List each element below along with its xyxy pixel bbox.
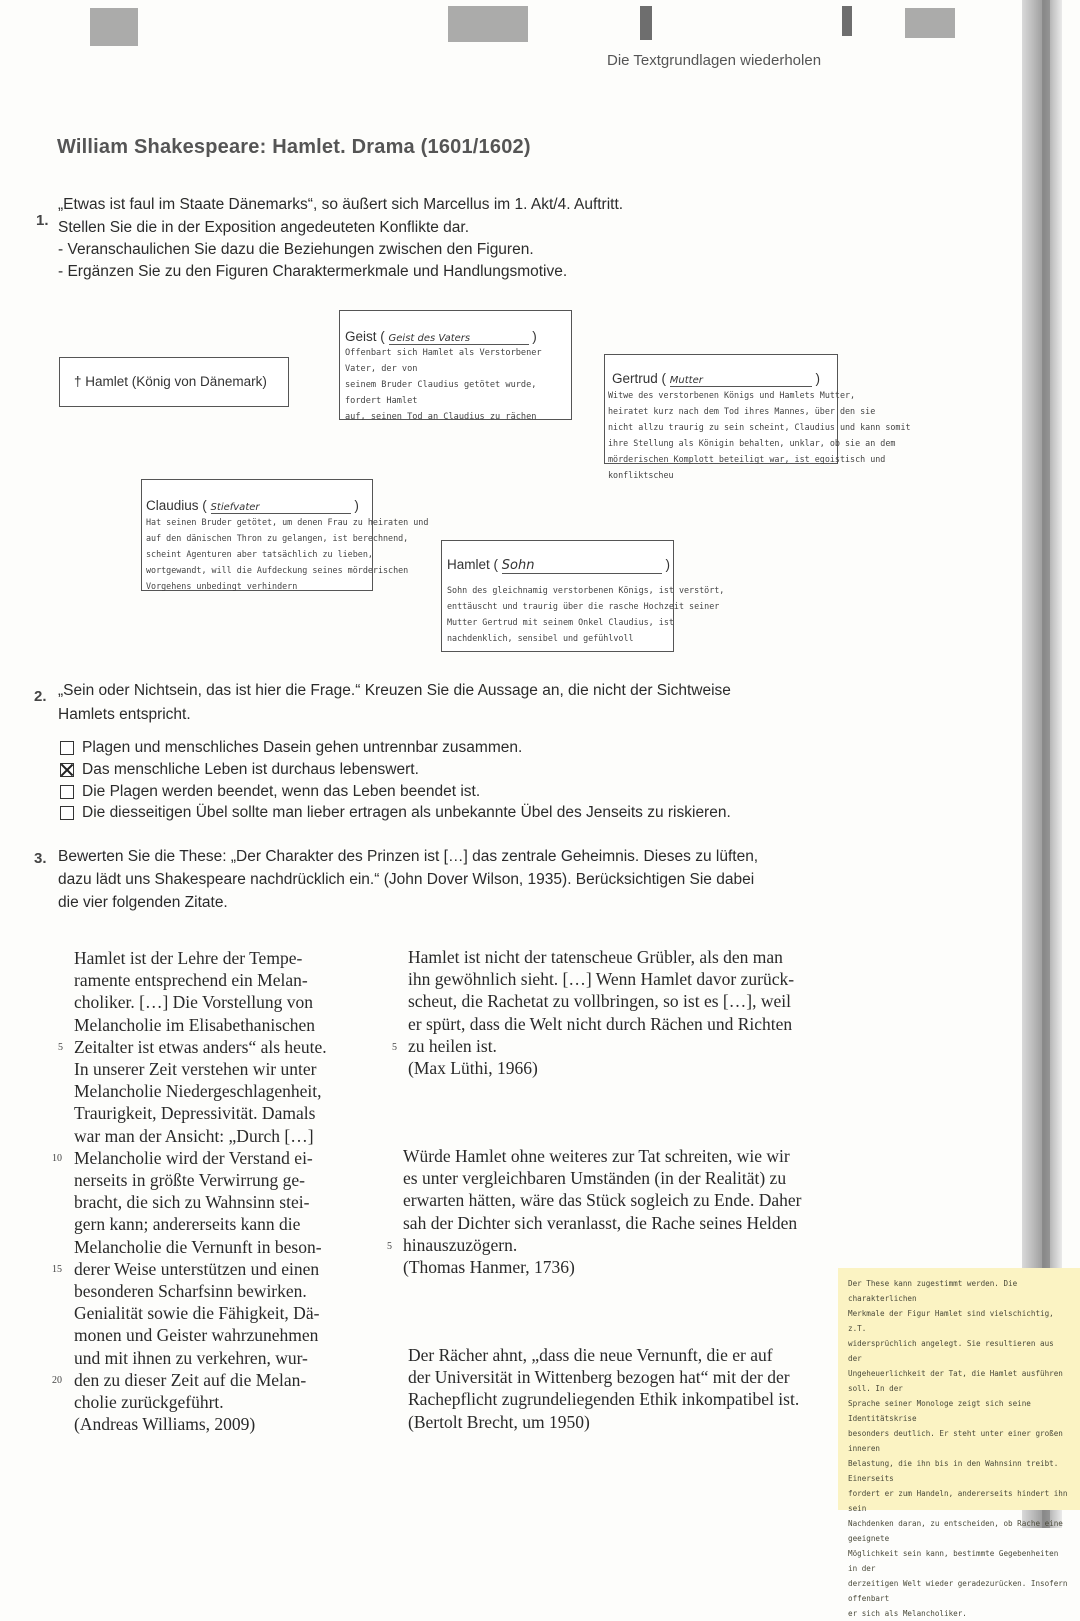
quote-line: derer Weise unterstützen und einen — [74, 1258, 320, 1279]
description-line: Hat seinen Bruder getötet, um denen Frau zu heiraten und — [146, 517, 429, 527]
quote-line: Melancholie im Elisabethanischen — [74, 1014, 316, 1035]
note-text — [848, 1276, 1072, 1621]
description-line: Witwe des verstorbenen Königs und Hamlets Mutter, — [608, 390, 856, 400]
quote-line: Melancholie die Vernunft in beson- — [74, 1236, 322, 1257]
description-line: ihre Stellung als Königin behalten, unklar, ob sie an dem — [608, 438, 896, 448]
figure-description — [608, 387, 911, 483]
quote-line: Melancholie wird der Verstand ei- — [74, 1147, 313, 1168]
line-number: 10 — [52, 1153, 62, 1164]
description-line: heiratet kurz nach dem Tod ihres Mannes, über den sie — [608, 406, 876, 416]
task-text: - Veranschaulichen Sie dazu die Beziehungen zwischen den Figuren. — [58, 241, 534, 258]
description-line: seinem Bruder Claudius getötet wurde, fordert Hamlet — [345, 380, 537, 406]
note-line: widersprüchlich angelegt. Sie resultieren aus der — [848, 1339, 1054, 1363]
description-line: enttäuscht und traurig über die rasche Hochzeit seiner — [447, 601, 720, 611]
bracket: ) — [815, 371, 821, 386]
quote-source: (Bertolt Brecht, um 1950) — [408, 1411, 590, 1432]
quote-line: es unter vergleichbaren Umständen (in der Realität) zu — [403, 1168, 787, 1189]
figure-description — [447, 582, 725, 646]
quote-line: ihn gewöhnlich sieht. […] Wenn Hamlet davor zurück- — [408, 969, 795, 990]
task-text: Bewerten Sie die These: „Der Charakter des Prinzen ist […] das zentrale Geheimnis. Dieses zu lüften, — [58, 848, 759, 865]
figure-box-gertrud — [604, 354, 911, 480]
checkbox[interactable] — [60, 785, 74, 799]
quote-line: zu heilen ist. — [408, 1035, 497, 1056]
task-text: „Sein oder Nichtsein, das ist hier die Frage.“ Kreuzen Sie die Aussage an, die nicht der Sichtweise — [58, 682, 731, 699]
note-line: derzeitigen Welt wieder geradezurücken. Insofern offenbart — [848, 1579, 1068, 1603]
figure-name: Gertrud ( — [612, 371, 667, 386]
figure-box-claudius — [141, 479, 429, 591]
note-line: besonders deutlich. Er steht unter einer großen inneren — [848, 1429, 1063, 1453]
description-line: wortgewandt, will die Aufdeckung seines mörderischen — [146, 565, 409, 575]
quote-line: Würde Hamlet ohne weiteres zur Tat schreiten, wie wir — [403, 1146, 790, 1166]
quote-source: (Thomas Hanmer, 1736) — [403, 1257, 575, 1278]
quote-line: der Universität in Wittenberg bezogen hat“ mit der der — [408, 1367, 790, 1388]
quote-line: ramente entsprechend ein Melan- — [74, 970, 308, 991]
description-line: mörderischen Komplott beteiligt war, ist egoistisch und — [608, 454, 886, 464]
scan-artifact — [90, 8, 138, 46]
description-line: Mutter Gertrud mit seinem Onkel Claudius, ist — [447, 617, 674, 627]
chapter-heading: Die Textgrundlagen wiederholen — [607, 52, 822, 69]
page-title: William Shakespeare: Hamlet. Drama (1601/1602) — [57, 136, 531, 158]
bracket: ) — [354, 498, 359, 513]
task-text: dazu lädt uns Shakespeare nachdrücklich ein.“ (John Dover Wilson, 1935). Berücksichtigen Sie dabei — [58, 871, 755, 888]
scan-artifact — [448, 6, 528, 42]
quote-line: monen und Geister wahrzunehmen — [74, 1325, 319, 1346]
quote-luethi — [408, 946, 794, 1079]
sticky-note — [838, 1268, 1080, 1618]
description-line: Vorgehens unbedingt verhindern — [146, 581, 298, 591]
figure-label — [608, 371, 837, 387]
description-line: auf, seinen Tod an Claudius zu rächen — [345, 412, 537, 422]
description-line: auf den dänischen Thron zu gelangen, ist berechnend, — [146, 533, 409, 543]
figure-name: Geist ( — [345, 329, 385, 344]
option-row — [60, 761, 419, 779]
description-line: scheint Agenturen aber tatsächlich zu lieben, — [146, 549, 373, 559]
checkbox[interactable] — [60, 806, 74, 820]
option-row — [60, 804, 731, 822]
figure-box-hamlet — [441, 540, 725, 652]
quote-line: Zeitalter ist etwas anders“ als heute. — [74, 1036, 327, 1057]
task-text: „Etwas ist faul im Staate Dänemarks“, so äußert sich Marcellus im 1. Akt/4. Auftritt. — [58, 196, 624, 213]
figure-description — [146, 514, 429, 594]
task-number: 1. — [36, 212, 49, 229]
option-label: Die Plagen werden beendet, wenn das Leben beendet ist. — [82, 783, 481, 800]
note-line: Möglichkeit sein kann, bestimmte Gegebenheiten in der — [848, 1549, 1059, 1573]
handwritten-answer: Stiefvater — [211, 502, 351, 514]
line-number: 5 — [392, 1042, 397, 1053]
quote-line: scheut, die Rachetat zu vollbringen, so ist es […], weil — [408, 991, 791, 1012]
figure-name: Hamlet ( — [447, 557, 499, 572]
description-line: nachdenklich, sensibel und gefühlvoll — [447, 633, 634, 643]
note-line: Ungeheuerlichkeit der Tat, die Hamlet ausführen soll. In der — [848, 1369, 1063, 1393]
quote-line: Hamlet ist der Lehre der Tempe- — [74, 948, 303, 968]
quote-line: und mit ihnen zu verkehren, wur- — [74, 1347, 308, 1368]
quote-line: gern kann; andererseits kann die — [74, 1214, 301, 1235]
line-number: 5 — [58, 1042, 63, 1053]
description-line: Offenbart sich Hamlet als Verstorbener Vater, der von — [345, 348, 542, 374]
note-line: Merkmale der Figur Hamlet sind vielschichtig, z.T. — [848, 1309, 1054, 1333]
quote-brecht — [408, 1344, 799, 1433]
figure-description — [345, 345, 567, 425]
task-text: - Ergänzen Sie zu den Figuren Charaktermerkmale und Handlungsmotive. — [58, 263, 568, 280]
figure-label: † Hamlet (König von Dänemark) — [74, 374, 267, 389]
task-text: Hamlets entspricht. — [58, 706, 191, 723]
figure-label — [345, 329, 567, 345]
description-line: konfliktscheu — [608, 470, 674, 480]
quote-source: (Andreas Williams, 2009) — [74, 1414, 256, 1435]
line-number: 15 — [52, 1264, 62, 1275]
note-line: Sprache seiner Monologe zeigt sich seine Identitätskrise — [848, 1399, 1031, 1423]
quote-source: (Max Lüthi, 1966) — [408, 1058, 538, 1079]
checkbox[interactable] — [60, 741, 74, 755]
handwritten-answer: Sohn — [502, 558, 662, 574]
option-label: Das menschliche Leben ist durchaus lebenswert. — [82, 761, 419, 778]
note-line: Der These kann zugestimmt werden. Die charakterlichen — [848, 1279, 1018, 1303]
quote-line: Traurigkeit, Depressivität. Damals — [74, 1103, 316, 1124]
note-line: Nachdenken daran, zu entscheiden, ob Rache eine geeignete — [848, 1519, 1063, 1543]
task-number: 2. — [34, 688, 47, 705]
quote-line: Der Rächer ahnt, „dass die neue Vernunft, die er auf — [408, 1345, 773, 1365]
note-line: er sich als Melancholiker. — [848, 1609, 967, 1618]
handwritten-answer: Geist des Vaters — [389, 333, 529, 345]
quote-hanmer — [403, 1145, 801, 1278]
quote-line: bracht, die sich zu Wahnsinn stei- — [74, 1192, 310, 1213]
option-row — [60, 783, 480, 801]
quote-line: Genialität sowie die Fähigkeit, Dä- — [74, 1303, 320, 1324]
bracket: ) — [665, 557, 671, 572]
scan-artifact — [640, 6, 652, 40]
quote-line: Hamlet ist nicht der tatenscheue Grübler, als den man — [408, 947, 783, 967]
checkbox-checked[interactable] — [60, 763, 74, 777]
figure-name: Claudius ( — [146, 498, 207, 513]
quote-line: war man der Ansicht: „Durch […] — [74, 1125, 314, 1146]
figure-label — [146, 498, 372, 514]
figure-label — [447, 557, 673, 574]
task-text: die vier folgenden Zitate. — [58, 894, 228, 911]
figure-box-king — [59, 357, 289, 407]
description-line: Sohn des gleichnamig verstorbenen Königs, ist verstört, — [447, 585, 725, 595]
quote-line: Rachepflicht zugrundeliegenden Ethik inkompatibel ist. — [408, 1389, 800, 1410]
quote-line: nerseits in größte Verwirrung ge- — [74, 1170, 306, 1191]
option-row — [60, 739, 522, 757]
figure-box-geist — [339, 310, 572, 420]
quote-line: erwarten hätten, wäre das Stück sogleich zu Ende. Daher — [403, 1190, 802, 1211]
handwritten-answer: Mutter — [670, 375, 812, 387]
task-text: Stellen Sie die in der Exposition angedeuteten Konflikte dar. — [58, 219, 470, 236]
line-number: 5 — [387, 1241, 392, 1252]
scan-artifact — [842, 6, 852, 36]
scan-artifact — [905, 8, 955, 38]
quote-line: In unserer Zeit verstehen wir unter — [74, 1059, 317, 1080]
quote-line: cholie zurückgeführt. — [74, 1392, 224, 1413]
quote-line: er spürt, dass die Welt nicht durch Rächen und Richten — [408, 1013, 793, 1034]
task-number: 3. — [34, 850, 47, 867]
quote-line: sah der Dichter sich veranlasst, die Rache seines Helden — [403, 1212, 798, 1233]
option-label: Die diesseitigen Übel sollte man lieber ertragen als unbekannte Übel des Jenseits zu riskieren. — [82, 804, 731, 821]
note-line: fordert er zum Handeln, andererseits hindert ihn sein — [848, 1489, 1068, 1513]
quote-line: Melancholie Niedergeschlagenheit, — [74, 1081, 322, 1102]
quote-line: den zu dieser Zeit auf die Melan- — [74, 1369, 307, 1390]
description-line: nicht allzu traurig zu sein scheint, Claudius und kann somit — [608, 422, 911, 432]
quote-line: hinauszuzögern. — [403, 1234, 518, 1255]
quote-line: choliker. […] Die Vorstellung von — [74, 992, 313, 1013]
option-label: Plagen und menschliches Dasein gehen untrennbar zusammen. — [82, 739, 523, 756]
line-number: 20 — [52, 1375, 62, 1386]
bracket: ) — [532, 329, 537, 344]
quote-williams — [74, 947, 327, 1435]
note-line: Belastung, die ihn bis in den Wahnsinn treibt. Einerseits — [848, 1459, 1059, 1483]
quote-line: besonderen Scharfsinn bewirken. — [74, 1281, 307, 1302]
